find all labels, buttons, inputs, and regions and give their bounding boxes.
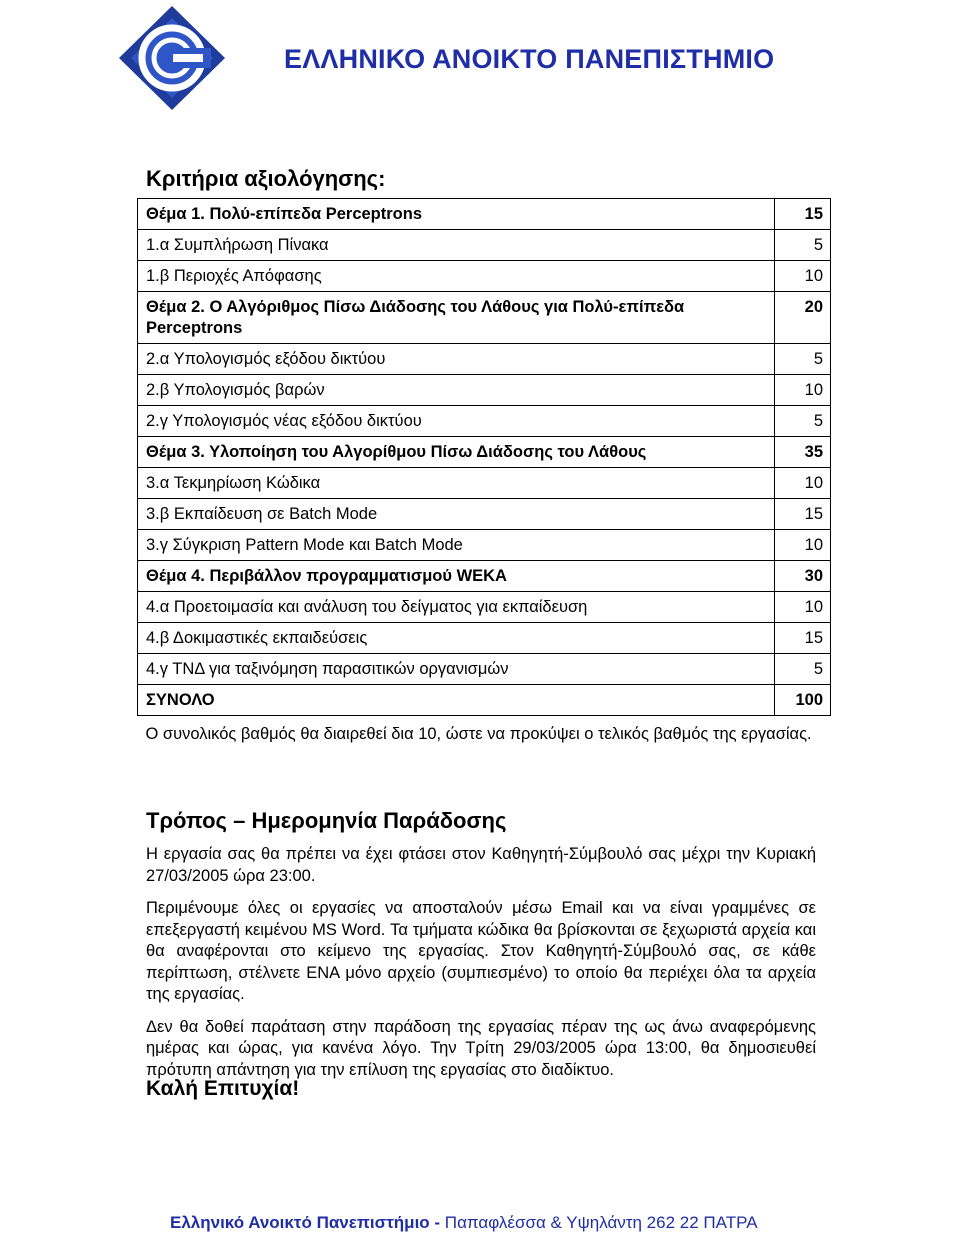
criteria-note: Ο συνολικός βαθμός θα διαιρεθεί δια 10, ώστε να προκύψει ο τελικός βαθμός της εργασίας.: [145, 725, 812, 743]
page-header: [0, 0, 960, 120]
criteria-note-row: [138, 716, 831, 750]
criteria-row: [138, 375, 831, 406]
page-footer: [170, 1213, 758, 1233]
criteria-points: 10: [775, 530, 831, 561]
criteria-points: 35: [775, 437, 831, 468]
criteria-points: 5: [775, 406, 831, 437]
criteria-points: 5: [775, 654, 831, 685]
criteria-label: 4.β Δοκιμαστικές εκπαιδεύσεις: [138, 623, 775, 654]
criteria-points: 15: [775, 499, 831, 530]
criteria-row: [138, 561, 831, 592]
footer-name: Ελληνικό Ανοικτό Πανεπιστήμιο -: [170, 1213, 445, 1232]
university-title: ΕΛΛΗΝΙΚΟ ΑΝΟΙΚΤΟ ΠΑΝΕΠΙΣΤΗΜΙΟ: [284, 44, 775, 74]
criteria-row: [138, 654, 831, 685]
delivery-paragraph: Η εργασία σας θα πρέπει να έχει φτάσει στον Καθηγητή-Σύμβουλό σας μέχρι την Κυριακή 27/03/2005 ώρα 23:00.: [146, 845, 816, 885]
delivery-paragraph: Δεν θα δοθεί παράταση στην παράδοση της εργασίας πέραν της ως άνω αναφερόμενης ημέρας και ώρας, για κανένα λόγο. Την Τρίτη 29/03/2005 ώρα 13:00, θα δημοσιευθεί πρότυπη απάντηση για την επίλυση της εργασίας στο διαδίκτυο.: [146, 1017, 816, 1079]
criteria-row: [138, 592, 831, 623]
criteria-row: [138, 499, 831, 530]
delivery-text: [146, 844, 816, 1092]
criteria-label: 1.β Περιοχές Απόφασης: [138, 261, 775, 292]
footer-address: Παπαφλέσσα & Υψηλάντη 262 22 ΠΑΤΡΑ: [444, 1213, 758, 1232]
criteria-label: 2.γ Υπολογισμός νέας εξόδου δικτύου: [138, 406, 775, 437]
criteria-points: 5: [775, 230, 831, 261]
criteria-label: 2.α Υπολογισμός εξόδου δικτύου: [138, 344, 775, 375]
criteria-points: 15: [775, 623, 831, 654]
closing-text: Καλή Επιτυχία!: [146, 1077, 300, 1100]
criteria-row: [138, 261, 831, 292]
criteria-title: Κριτήρια αξιολόγησης:: [146, 166, 386, 191]
criteria-label: Θέμα 2. Ο Αλγόριθμος Πίσω Διάδοσης του Λάθους για Πολύ-επίπεδα Perceptrons: [138, 292, 775, 344]
criteria-row: [138, 344, 831, 375]
criteria-row: [138, 406, 831, 437]
criteria-table: [137, 198, 831, 749]
criteria-label: 2.β Υπολογισμός βαρών: [138, 375, 775, 406]
criteria-label: Θέμα 4. Περιβάλλον προγραμματισμού WEKA: [138, 561, 775, 592]
delivery-paragraph: Περιμένουμε όλες οι εργασίες να αποσταλούν μέσω Email και να είναι γραμμένες σε επεξεργαστή κειμένου MS Word. Τα τμήματα κώδικα θα βρίσκονται σε ξεχωριστά αρχεία και θα αναφέρονται στο κείμενο της εργασίας. Στον Καθηγητή-Σύμβουλό σας, σε κάθε περίπτωση, στέλνετε ΕΝΑ μόνο αρχείο (συμπιεσμένο) το οποίο θα περιέχει όλα τα αρχεία της εργασίας.: [146, 899, 816, 1003]
criteria-label: 1.α Συμπλήρωση Πίνακα: [138, 230, 775, 261]
criteria-label: 3.γ Σύγκριση Pattern Mode και Batch Mode: [138, 530, 775, 561]
criteria-row: [138, 685, 831, 716]
criteria-row: [138, 623, 831, 654]
criteria-points: 5: [775, 344, 831, 375]
criteria-points: 10: [775, 375, 831, 406]
criteria-row: [138, 230, 831, 261]
criteria-row: [138, 437, 831, 468]
criteria-label: 4.α Προετοιμασία και ανάλυση του δείγματος για εκπαίδευση: [138, 592, 775, 623]
university-logo-icon: [113, 4, 231, 112]
criteria-label: Θέμα 3. Υλοποίηση του Αλγορίθμου Πίσω Διάδοσης του Λάθους: [138, 437, 775, 468]
criteria-points: 15: [775, 199, 831, 230]
criteria-label: 3.α Τεκμηρίωση Κώδικα: [138, 468, 775, 499]
criteria-row: [138, 530, 831, 561]
criteria-row: [138, 199, 831, 230]
criteria-label: 3.β Εκπαίδευση σε Batch Mode: [138, 499, 775, 530]
criteria-points: 10: [775, 261, 831, 292]
criteria-row: [138, 292, 831, 344]
delivery-title: Τρόπος – Ημερομηνία Παράδοσης: [146, 808, 507, 833]
criteria-points: 20: [775, 292, 831, 344]
criteria-label: Θέμα 1. Πολύ-επίπεδα Perceptrons: [138, 199, 775, 230]
criteria-points: 10: [775, 468, 831, 499]
criteria-label: ΣΥΝΟΛΟ: [138, 685, 775, 716]
criteria-points: 100: [775, 685, 831, 716]
criteria-points: 10: [775, 592, 831, 623]
criteria-label: 4.γ ΤΝΔ για ταξινόμηση παρασιτικών οργανισμών: [138, 654, 775, 685]
criteria-row: [138, 468, 831, 499]
criteria-points: 30: [775, 561, 831, 592]
